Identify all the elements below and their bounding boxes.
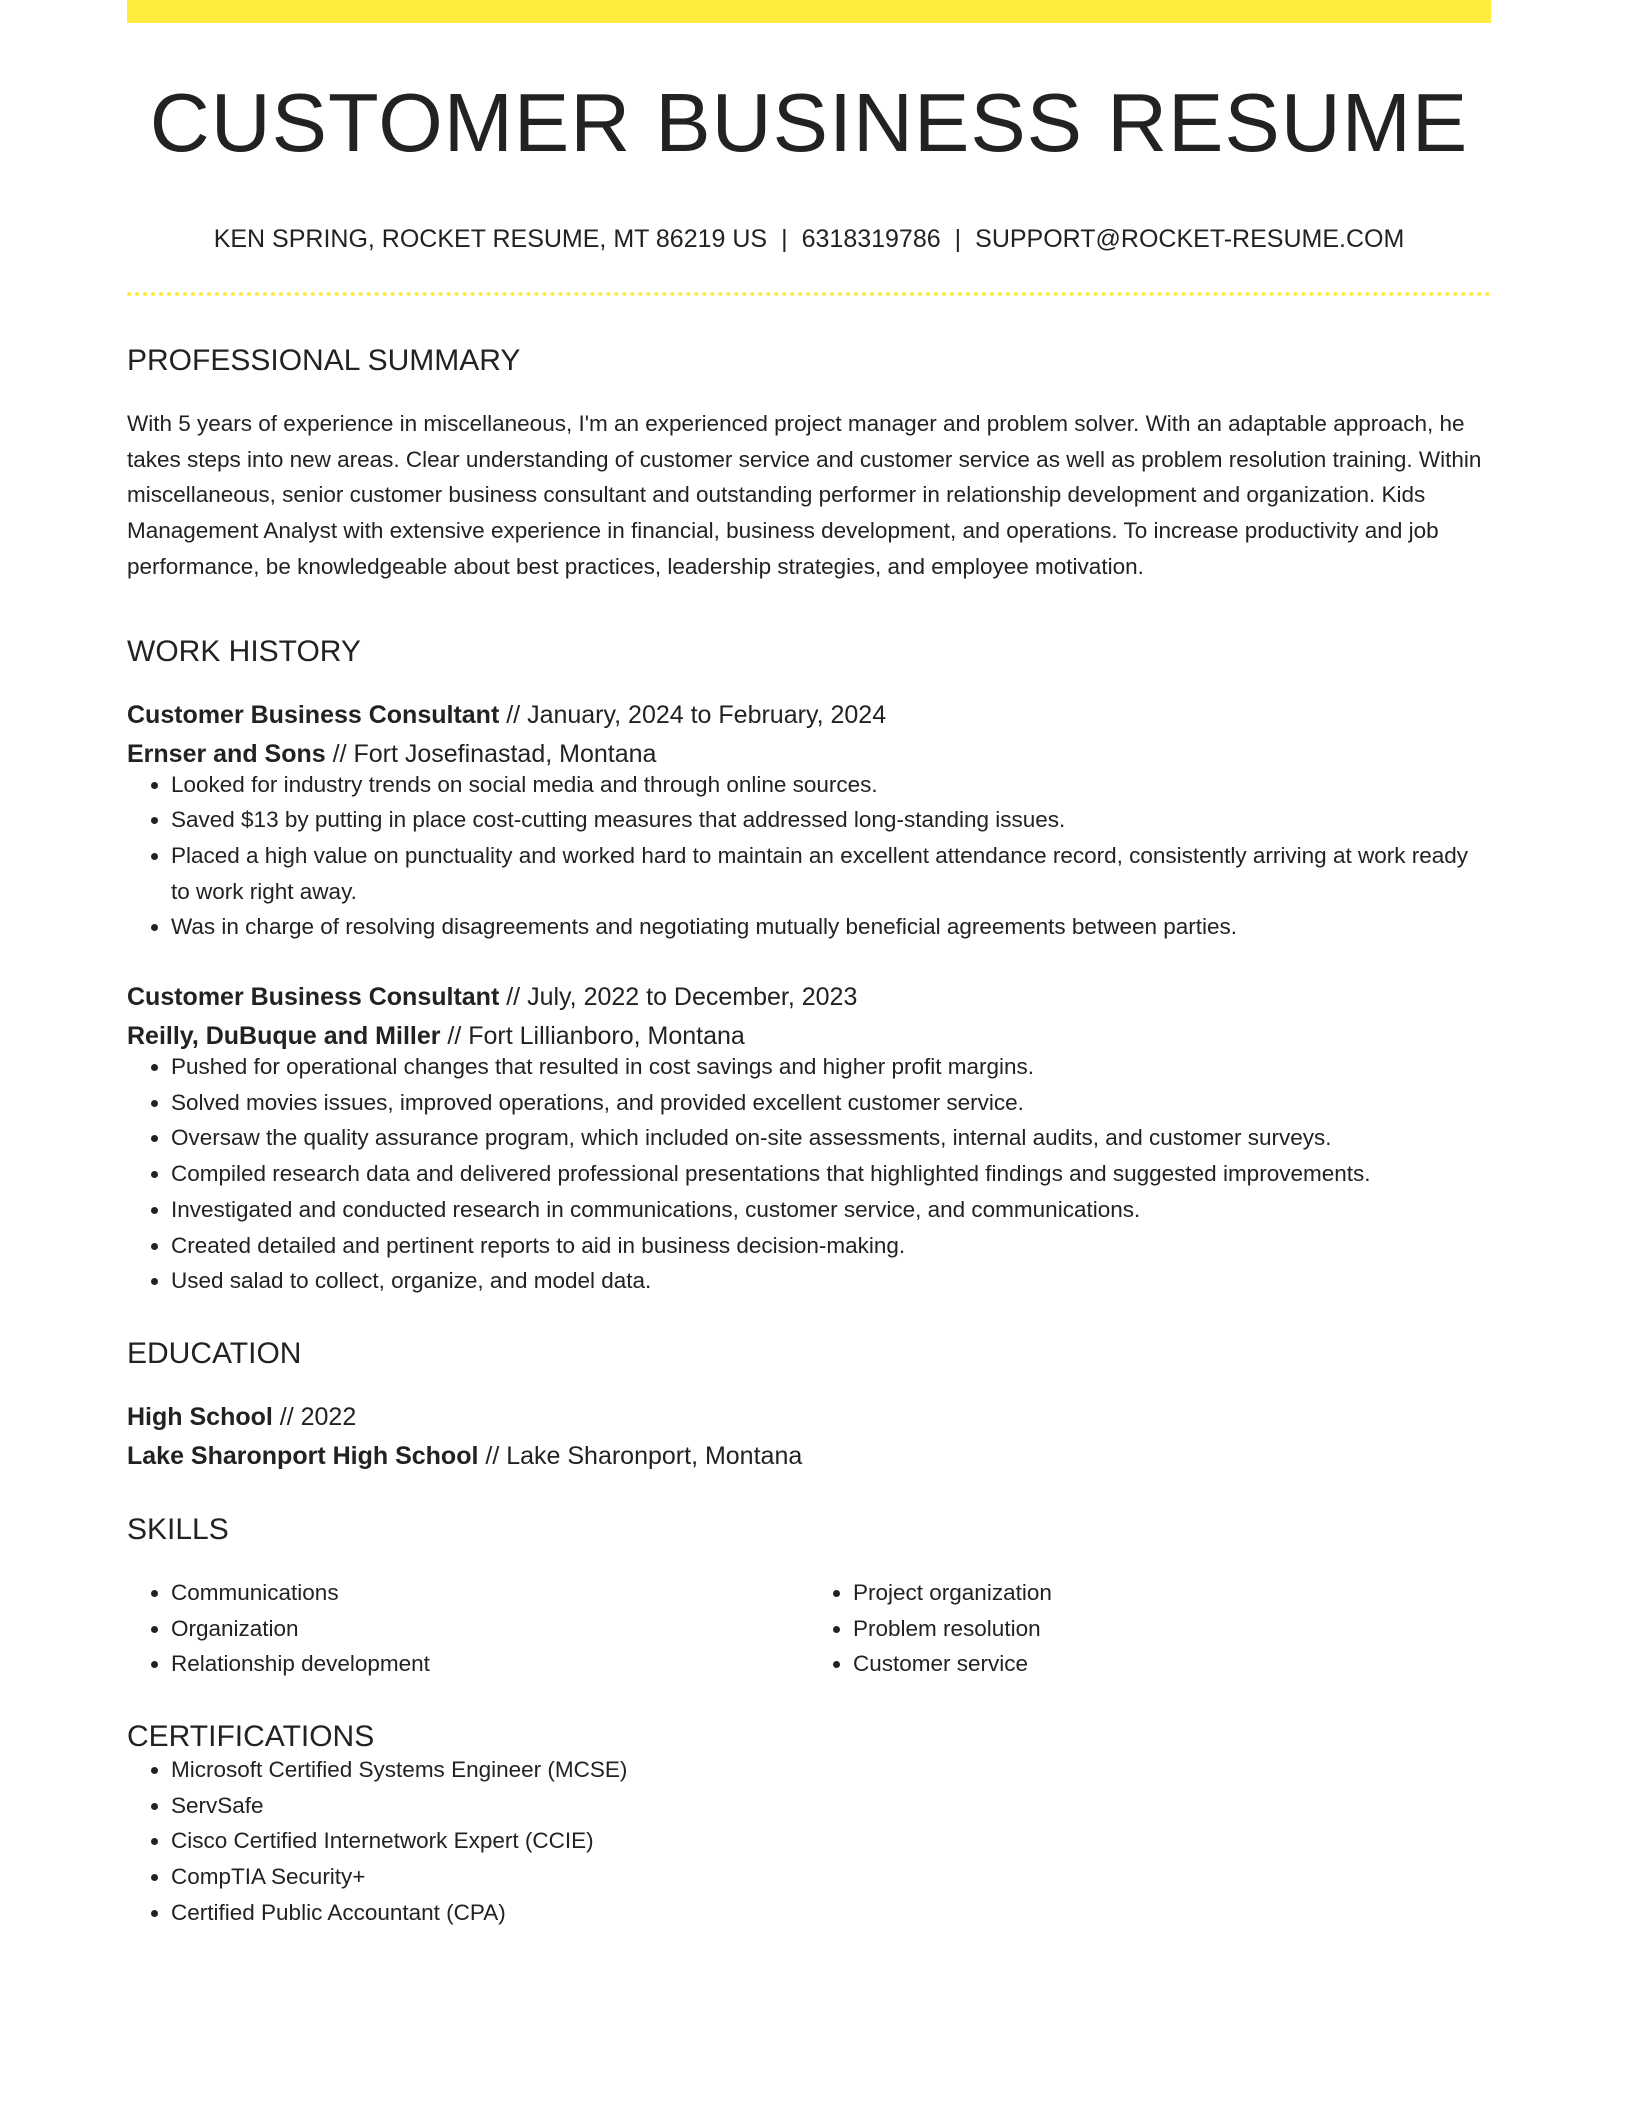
summary-text: With 5 years of experience in miscellaneous, I'm an experienced project manager and problem solver. With an adaptable approach, he takes steps into new areas. Clear understanding of customer service and customer service as well as problem resolution training. Within miscellaneous, senior customer business consultant and outstanding performer in relationship development and organization. Kids Management Analyst with extensive experience in financial, business development, and operations. To increase productivity and job performance, be knowledgeable about best practices, leadership strategies, and employee motivation. [127, 411, 1482, 579]
list-item: • Looked for industry trends on social media and through online sources. [171, 767, 1491, 803]
list-item: • Used salad to collect, organize, and model data. [171, 1263, 1491, 1299]
section-heading-summary: PROFESSIONAL SUMMARY [127, 344, 521, 377]
section-heading-education: EDUCATION [127, 1336, 302, 1370]
contact-separator: | [781, 225, 788, 253]
list-item: • Microsoft Certified Systems Engineer (MCSE) [171, 1752, 1491, 1788]
list-item: • Saved $13 by putting in place cost-cutting measures that addressed long-standing issues. [171, 802, 1491, 838]
job-bullet-list [127, 1049, 1491, 1299]
contact-separator: | [954, 225, 962, 253]
education-location: // Lake Sharonport, Montana [485, 1441, 803, 1470]
accent-bar [127, 0, 1491, 23]
section-heading-certifications: CERTIFICATIONS [127, 1720, 375, 1754]
skills-column-left [127, 1575, 809, 1682]
job-location: // Fort Lillianboro, Montana [447, 1022, 745, 1051]
skills-grid [127, 1575, 1491, 1682]
list-item: • Certified Public Accountant (CPA) [171, 1895, 1491, 1931]
certifications-list [127, 1752, 1491, 1931]
contact-line [127, 227, 1491, 252]
list-item: • Placed a high value on punctuality and worked hard to maintain an excellent attendance record, consistently arriving at work ready to work right away. [171, 838, 1491, 909]
section-heading-work-history: WORK HISTORY [127, 634, 361, 668]
skills-list-right [809, 1575, 1491, 1682]
list-item: • CompTIA Security+ [171, 1859, 1491, 1895]
section-heading-skills: SKILLS [127, 1512, 229, 1546]
list-item: • Created detailed and pertinent reports to aid in business decision-making. [171, 1228, 1491, 1264]
list-item: • Investigated and conducted research in communications, customer service, and communications. [171, 1192, 1491, 1228]
skills-list-left [127, 1575, 809, 1682]
job-dates: // July, 2022 to December, 2023 [506, 983, 858, 1012]
dotted-divider [127, 292, 1491, 296]
resume-page [127, 0, 1491, 1931]
list-item: • Organization [171, 1611, 809, 1647]
list-item: • Pushed for operational changes that resulted in cost savings and higher profit margins. [171, 1049, 1491, 1085]
job-company-line [127, 1024, 1491, 1049]
resume-title: CUSTOMER BUSINESS RESUME [149, 76, 1469, 169]
job-company: Reilly, DuBuque and Miller [127, 1022, 441, 1051]
list-item: • Oversaw the quality assurance program, which included on-site assessments, internal audits, and customer surveys. [171, 1120, 1491, 1156]
list-item: • Customer service [853, 1646, 1491, 1682]
job-bullet-list [127, 767, 1491, 946]
job-location: // Fort Josefinastad, Montana [332, 739, 657, 768]
job-title-line [127, 985, 1491, 1010]
skills-column-right [809, 1575, 1491, 1682]
education-school: Lake Sharonport High School [127, 1441, 479, 1470]
education-degree: High School [127, 1402, 273, 1431]
job-company-line [127, 739, 1491, 768]
education-degree-line [127, 1402, 1491, 1431]
list-item: • Solved movies issues, improved operations, and provided excellent customer service. [171, 1085, 1491, 1121]
list-item: • Cisco Certified Internetwork Expert (CCIE) [171, 1823, 1491, 1859]
list-item: • Compiled research data and delivered professional presentations that highlighted findings and suggested improvements. [171, 1156, 1491, 1192]
job-title-line [127, 700, 1491, 729]
education-school-line [127, 1441, 1491, 1470]
contact-address: KEN SPRING, ROCKET RESUME, MT 86219 US [213, 225, 768, 253]
education-year: // 2022 [279, 1402, 357, 1431]
list-item: • Project organization [853, 1575, 1491, 1611]
contact-email: SUPPORT@ROCKET-RESUME.COM [975, 225, 1405, 253]
list-item: • Communications [171, 1575, 809, 1611]
list-item: • Problem resolution [853, 1611, 1491, 1647]
job-dates: // January, 2024 to February, 2024 [506, 700, 887, 729]
job-title: Customer Business Consultant [127, 700, 500, 729]
job-title: Customer Business Consultant [127, 983, 500, 1012]
contact-phone: 6318319786 [801, 225, 941, 253]
list-item: • Relationship development [171, 1646, 809, 1682]
job-company: Ernser and Sons [127, 739, 326, 768]
list-item: • Was in charge of resolving disagreements and negotiating mutually beneficial agreements between parties. [171, 909, 1491, 945]
list-item: • ServSafe [171, 1788, 1491, 1824]
